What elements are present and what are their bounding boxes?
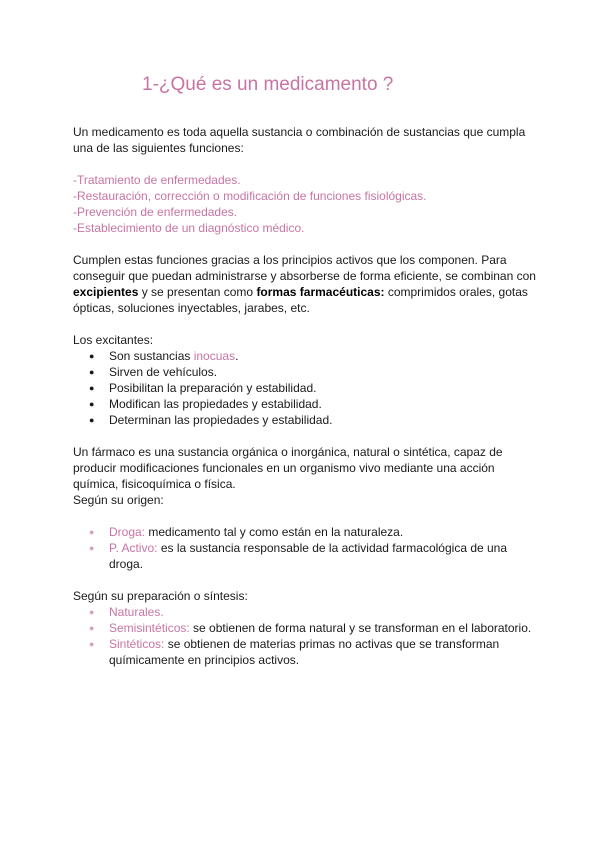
list-item-text: . — [235, 349, 239, 363]
page-title: 1-¿Qué es un medicamento ? — [142, 74, 394, 95]
list-item: ● Determinan las propiedades y estabilidad. — [73, 412, 543, 428]
excipientes-term: excipientes — [73, 285, 139, 299]
list-item — [73, 524, 543, 540]
principio-activo-term: P. Activo: — [109, 541, 158, 555]
list-item-text: se obtienen de materias primas no activas que se transforman químicamente en principios activos. — [109, 637, 500, 667]
function-item: -Prevención de enfermedades. — [73, 205, 238, 219]
origen-heading: Según su origen: — [73, 493, 164, 507]
inocuas-term: inocuas — [193, 349, 236, 363]
list-item-text: es la sustancia responsable de la actividad farmacológica de una droga. — [109, 541, 508, 571]
excitantes-list — [73, 348, 543, 428]
function-item: -Restauración, corrección o modificación de funciones fisiológicas. — [73, 189, 427, 203]
sintesis-heading: Según su preparación o síntesis: — [73, 589, 248, 603]
semisinteticos-term: Semisintéticos: — [109, 621, 190, 635]
farmaco-paragraph: Un fármaco es una sustancia orgánica o inorgánica, natural o sintética, capaz de producir modificaciones funcionales en un organismo vivo mediante una acción química, fisicoquímica o física. — [73, 445, 503, 491]
sinteticos-term: Sintéticos: — [109, 637, 165, 651]
list-item — [73, 620, 543, 636]
para-text: comprimidos orales, gotas ópticas, soluciones inyectables, jarabes, etc. — [73, 285, 528, 315]
active-principles-paragraph — [73, 252, 543, 316]
list-item: ● Posibilitan la preparación y estabilidad. — [73, 380, 543, 396]
intro-paragraph: Un medicamento es toda aquella sustancia o combinación de sustancias que cumpla una de las siguientes funciones: — [73, 125, 526, 155]
list-item — [73, 540, 543, 572]
list-item: ● Sirven de vehículos. — [73, 364, 543, 380]
function-item: -Tratamiento de enfermedades. — [73, 173, 241, 187]
list-item-text: Son sustancias — [109, 349, 194, 363]
excitantes-heading: Los excitantes: — [73, 333, 154, 347]
functions-list — [73, 172, 543, 236]
list-item — [73, 636, 543, 668]
list-item — [73, 348, 543, 364]
para-text: y se presentan como — [138, 285, 257, 299]
function-item: -Establecimiento de un diagnóstico médico. — [73, 221, 305, 235]
document-body — [73, 124, 543, 668]
para-text: Cumplen estas funciones gracias a los principios activos que los componen. Para conseguir que puedan administrarse y absorberse de forma eficiente, se combinan con — [73, 253, 536, 283]
sintesis-list — [73, 604, 543, 668]
origen-list — [73, 524, 543, 572]
naturales-term: Naturales. — [109, 605, 164, 619]
list-item-text: se obtienen de forma natural y se transforman en el laboratorio. — [189, 621, 532, 635]
droga-term: Droga: — [109, 525, 146, 539]
formas-farmaceuticas-term: formas farmacéuticas: — [256, 285, 385, 299]
list-item: ● Modifican las propiedades y estabilidad. — [73, 396, 543, 412]
list-item-text: medicamento tal y como están en la naturaleza. — [145, 525, 404, 539]
list-item — [73, 604, 543, 620]
